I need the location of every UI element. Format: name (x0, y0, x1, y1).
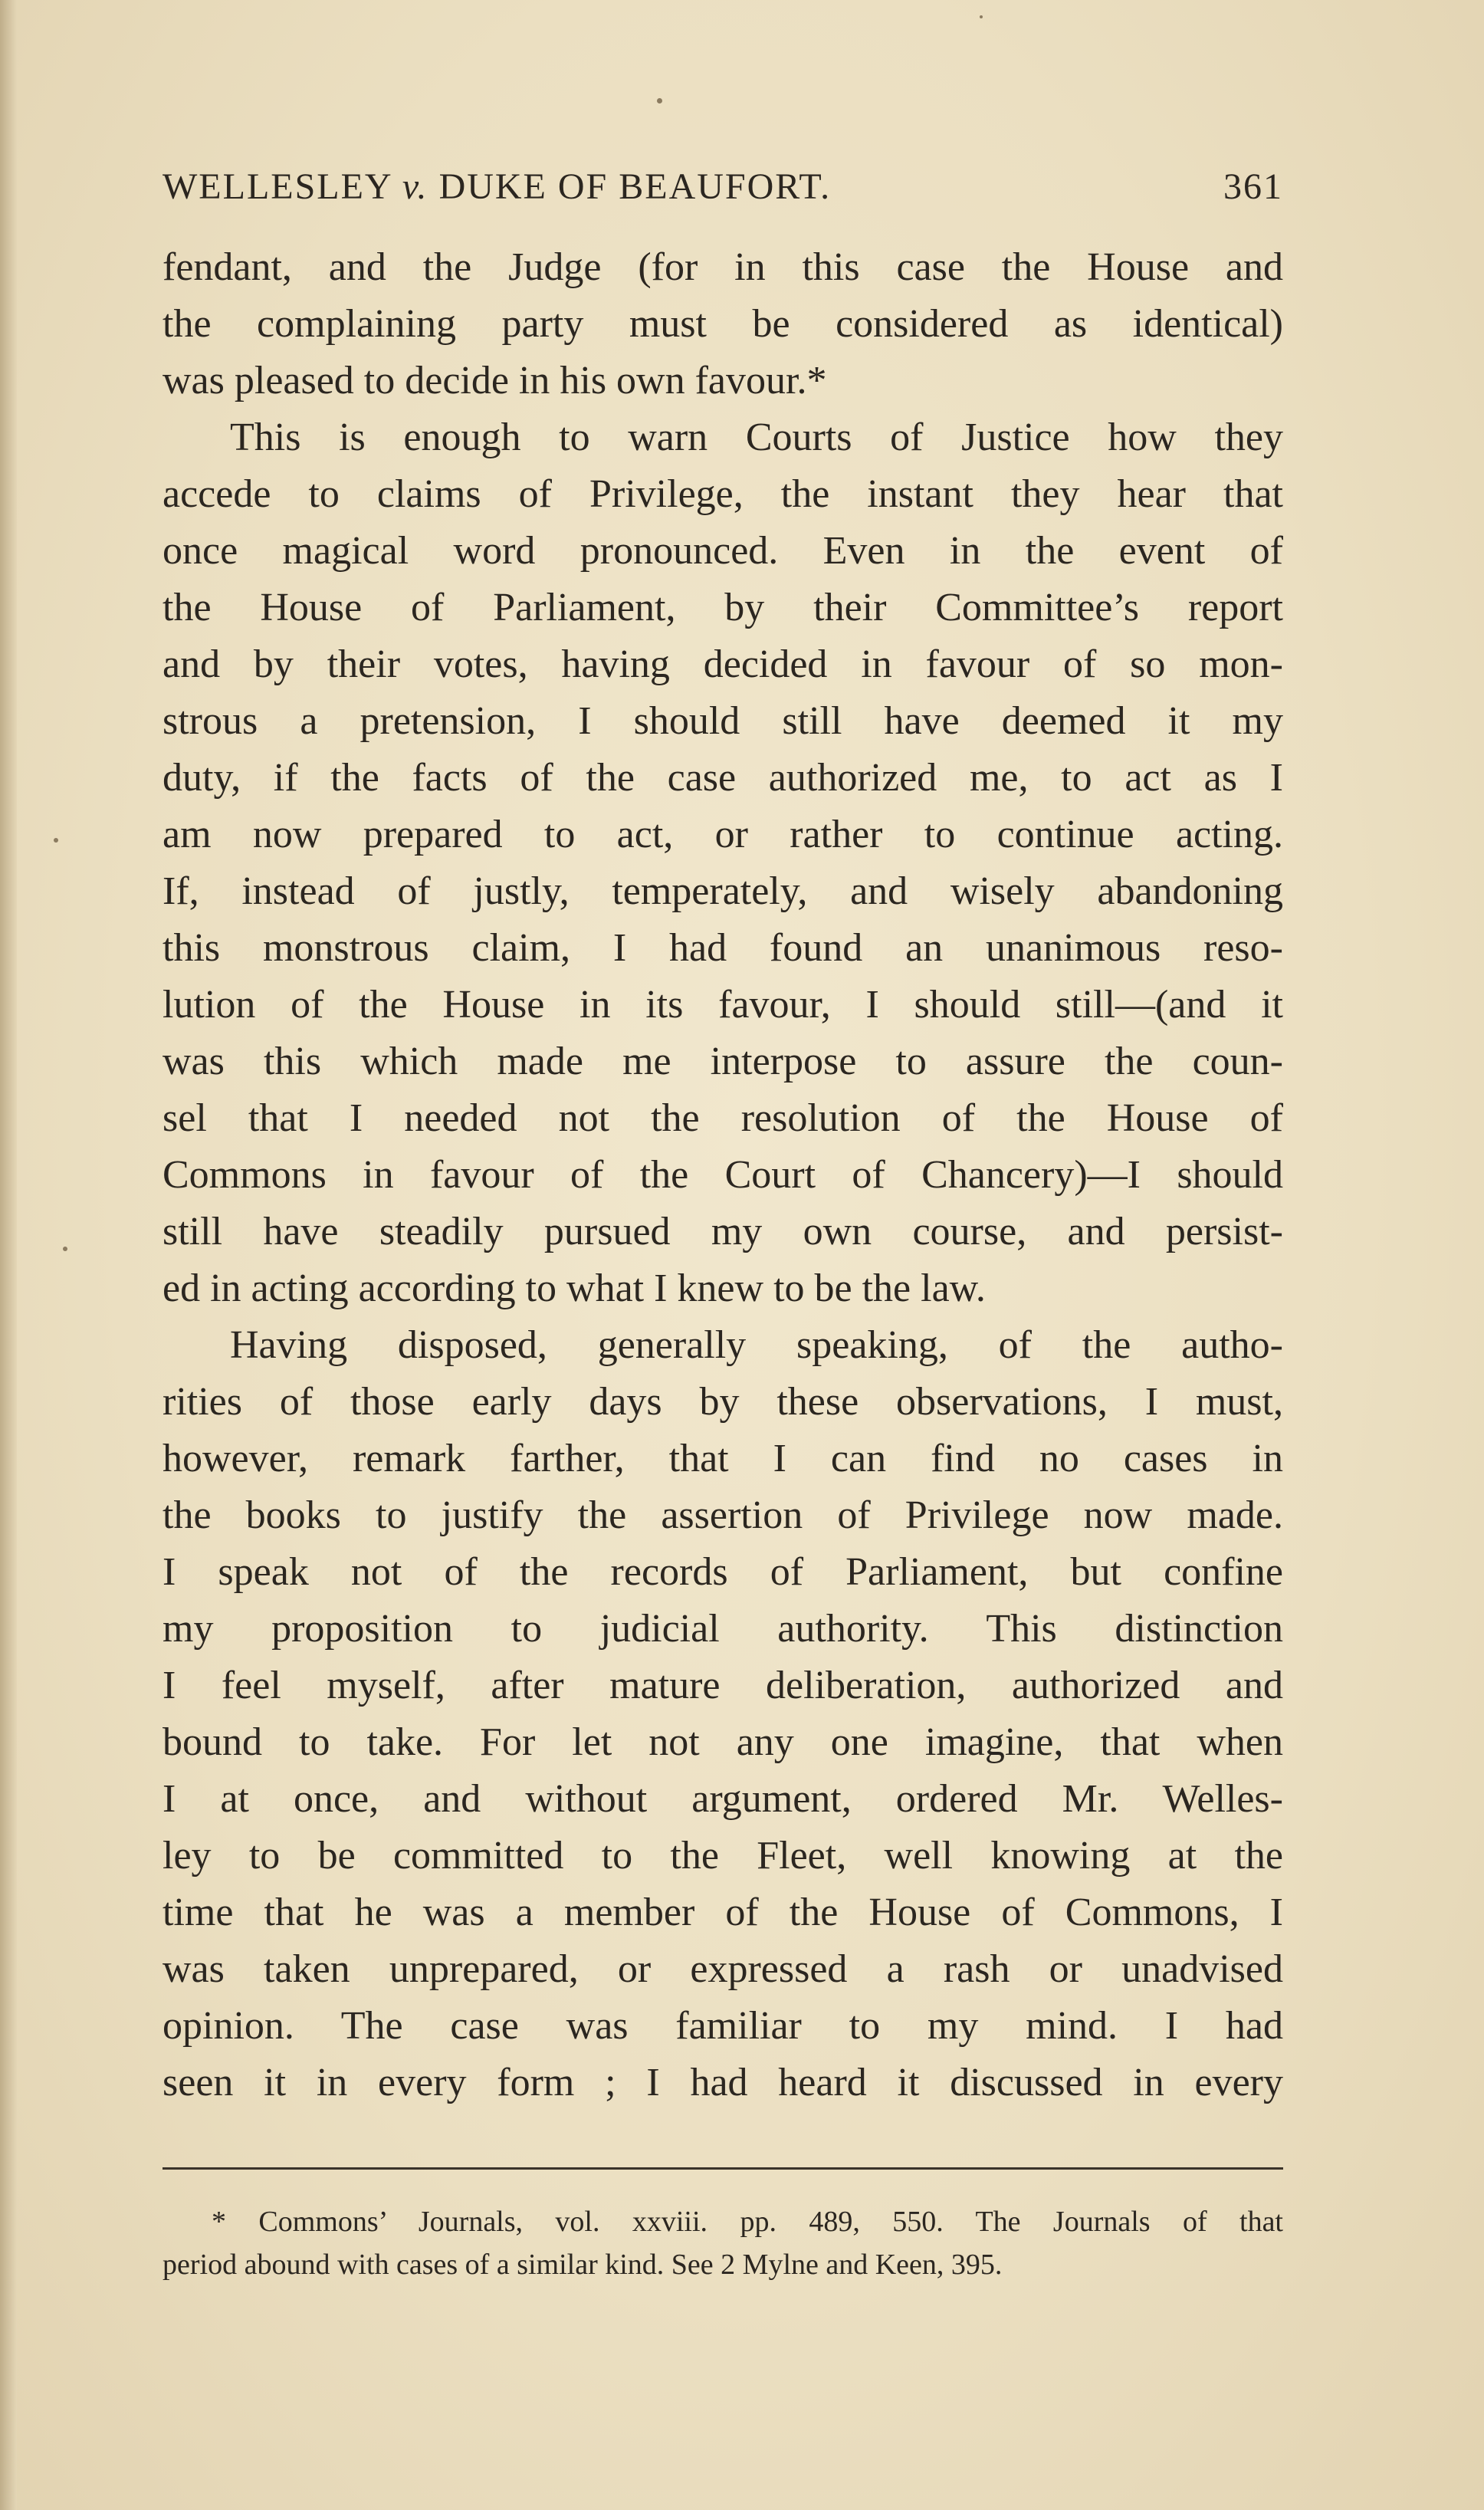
page-gutter-edge (0, 0, 17, 2510)
speck (63, 1247, 67, 1251)
text-line: this monstrous claim, I had found an unanimous reso- (163, 926, 1283, 970)
text-line: the complaining party must be considered as identical) (163, 302, 1283, 346)
text-line: the House of Parliament, by their Committee’s report (163, 586, 1283, 629)
text-line: Commons in favour of the Court of Chancery)—I should (163, 1153, 1283, 1197)
footnote-line: period abound with cases of a similar kind. See 2 Mylne and Keen, 395. (163, 2249, 1003, 2281)
text-line: was this which made me interpose to assure the coun- (163, 1040, 1283, 1083)
running-header (163, 150, 1283, 219)
text-line: If, instead of justly, temperately, and wisely abandoning (163, 869, 1283, 913)
running-title-part: DUKE OF BEAUFORT. (428, 166, 832, 207)
text-line: duty, if the facts of the case authorized me, to act as I (163, 756, 1283, 800)
text-line: Having disposed, generally speaking, of the autho- (230, 1323, 1283, 1367)
text-line: the books to justify the assertion of Privilege now made. (163, 1493, 1283, 1537)
text-line: still have steadily pursued my own course, and persist- (163, 1210, 1283, 1253)
text-line: however, remark farther, that I can find no cases in (163, 1437, 1283, 1480)
running-title-part: WELLESLEY (163, 166, 402, 207)
running-title-versus: v. (402, 166, 428, 207)
text-line: I at once, and without argument, ordered Mr. Welles- (163, 1777, 1283, 1821)
speck (657, 98, 662, 103)
text-line: was pleased to decide in his own favour.* (163, 359, 827, 402)
footnote-line: * Commons’ Journals, vol. xxviii. pp. 489, 550. The Journals of that (212, 2206, 1283, 2238)
text-line: strous a pretension, I should still have deemed it my (163, 699, 1283, 743)
text-line: lution of the House in its favour, I should still—(and it (163, 983, 1283, 1027)
page-number: 361 (1223, 166, 1283, 207)
text-line: rities of those early days by these observations, I must, (163, 1380, 1283, 1424)
text-line: and by their votes, having decided in favour of so mon- (163, 642, 1283, 686)
text-line: I feel myself, after mature deliberation, authorized and (163, 1664, 1283, 1707)
text-line: sel that I needed not the resolution of the House of (163, 1096, 1283, 1140)
body-text (163, 239, 1283, 2111)
text-line: ed in acting according to what I knew to be the law. (163, 1266, 986, 1310)
footnote (163, 2200, 1283, 2286)
speck (980, 15, 983, 18)
text-line: am now prepared to act, or rather to continue acting. (163, 813, 1283, 856)
text-line: ley to be committed to the Fleet, well knowing at the (163, 1834, 1283, 1878)
text-line: I speak not of the records of Parliament, but confine (163, 1550, 1283, 1594)
text-line: was taken unprepared, or expressed a rash or unadvised (163, 1947, 1283, 1991)
text-line: This is enough to warn Courts of Justice how they (230, 416, 1283, 459)
running-title (163, 166, 831, 208)
text-line: my proposition to judicial authority. This distinction (163, 1607, 1283, 1651)
footnote-rule (163, 2167, 1283, 2170)
text-line: fendant, and the Judge (for in this case the House and (163, 245, 1283, 289)
text-line: opinion. The case was familiar to my mind. I had (163, 2004, 1283, 2048)
speck (54, 838, 58, 843)
text-line: bound to take. For let not any one imagine, that when (163, 1720, 1283, 1764)
text-line: seen it in every form ; I had heard it discussed in every (163, 2061, 1283, 2104)
text-line: once magical word pronounced. Even in the event of (163, 529, 1283, 573)
text-line: accede to claims of Privilege, the instant they hear that (163, 472, 1283, 516)
text-line: time that he was a member of the House of Commons, I (163, 1891, 1283, 1934)
